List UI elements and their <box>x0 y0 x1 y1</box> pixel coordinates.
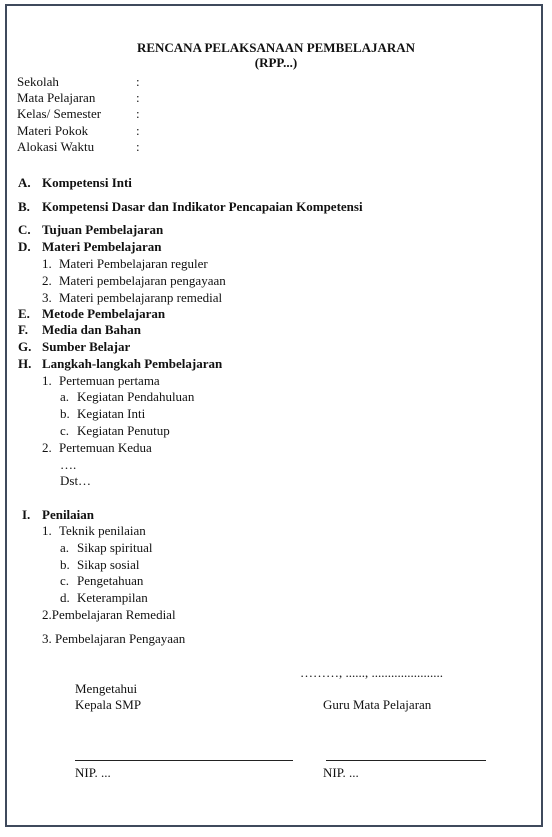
list-item-letter: d. <box>60 590 70 605</box>
document-subtitle: (RPP...) <box>254 55 298 70</box>
technique-label: Teknik penilaian <box>59 523 146 538</box>
section-i-title: Penilaian <box>42 507 95 522</box>
list-item-number: 1. <box>42 523 52 538</box>
section-b-letter: B. <box>18 199 30 214</box>
identity-colon: : <box>136 139 140 154</box>
list-item-letter: a. <box>60 389 70 404</box>
meeting-1-label: Pertemuan pertama <box>59 373 160 388</box>
section-a-title: Kompetensi Inti <box>42 175 132 190</box>
list-item-number: 1. <box>42 373 52 388</box>
list-item-letter: c. <box>60 423 70 438</box>
identity-label-alokasi-waktu: Alokasi Waktu <box>17 139 95 154</box>
list-item: Sikap sosial <box>77 557 140 572</box>
section-f-title: Media dan Bahan <box>42 322 141 337</box>
section-c-title: Tujuan Pembelajaran <box>42 222 164 237</box>
section-e-title: Metode Pembelajaran <box>42 306 166 321</box>
identity-label-mata-pelajaran: Mata Pelajaran <box>17 90 96 105</box>
section-i-letter: I. <box>22 507 31 522</box>
list-item-letter: b. <box>60 406 70 421</box>
list-item-number: 2. <box>42 273 52 288</box>
section-a-letter: A. <box>18 175 31 190</box>
list-item: Pengetahuan <box>77 573 144 588</box>
signature-line-right <box>326 760 486 761</box>
list-item: Keterampilan <box>77 590 148 605</box>
list-item: Sikap spiritual <box>77 540 153 555</box>
list-item-number: 1. <box>42 256 52 271</box>
section-d-title: Materi Pembelajaran <box>42 239 162 254</box>
identity-label-sekolah: Sekolah <box>17 74 59 89</box>
list-item-number: 3. <box>42 290 52 305</box>
meeting-2-label: Pertemuan Kedua <box>59 440 152 455</box>
list-item-letter: c. <box>60 573 70 588</box>
identity-label-kelas-semester: Kelas/ Semester <box>17 106 102 121</box>
identity-colon: : <box>136 106 140 121</box>
list-item: Materi pembelajaran pengayaan <box>59 273 226 288</box>
section-h-letter: H. <box>18 356 32 371</box>
section-b-title: Kompetensi Dasar dan Indikator Pencapaian Kompetensi <box>42 199 363 214</box>
signature-left-nip: NIP. ... <box>75 765 111 780</box>
document-title: RENCANA PELAKSANAAN PEMBELAJARAN <box>136 40 416 55</box>
list-item: Materi Pembelajaran reguler <box>59 256 208 271</box>
section-g-title: Sumber Belajar <box>42 339 131 354</box>
list-item-number: 2. <box>42 440 52 455</box>
etc-text: Dst… <box>60 473 92 488</box>
place-date: ………, ......, ...................... <box>300 665 443 680</box>
enrichment-label: 3. Pembelajaran Pengayaan <box>42 631 186 646</box>
identity-colon: : <box>136 74 140 89</box>
remedial-label: 2.Pembelajaran Remedial <box>42 607 176 622</box>
signature-right-nip: NIP. ... <box>323 765 359 780</box>
identity-colon: : <box>136 90 140 105</box>
section-h-title: Langkah-langkah Pembelajaran <box>42 356 223 371</box>
identity-colon: : <box>136 123 140 138</box>
section-e-letter: E. <box>18 306 30 321</box>
identity-label-materi-pokok: Materi Pokok <box>17 123 89 138</box>
ellipsis-text: …. <box>60 457 77 472</box>
list-item: Kegiatan Inti <box>77 406 146 421</box>
signature-left-heading: Mengetahui <box>75 681 138 696</box>
section-d-letter: D. <box>18 239 31 254</box>
list-item-letter: a. <box>60 540 70 555</box>
section-c-letter: C. <box>18 222 31 237</box>
section-g-letter: G. <box>18 339 32 354</box>
signature-left-role: Kepala SMP <box>75 697 142 712</box>
section-f-letter: F. <box>18 322 28 337</box>
list-item: Kegiatan Pendahuluan <box>77 389 195 404</box>
signature-right-role: Guru Mata Pelajaran <box>323 697 432 712</box>
list-item-letter: b. <box>60 557 70 572</box>
list-item: Kegiatan Penutup <box>77 423 170 438</box>
signature-line-left <box>75 760 293 761</box>
list-item: Materi pembelajaranp remedial <box>59 290 223 305</box>
